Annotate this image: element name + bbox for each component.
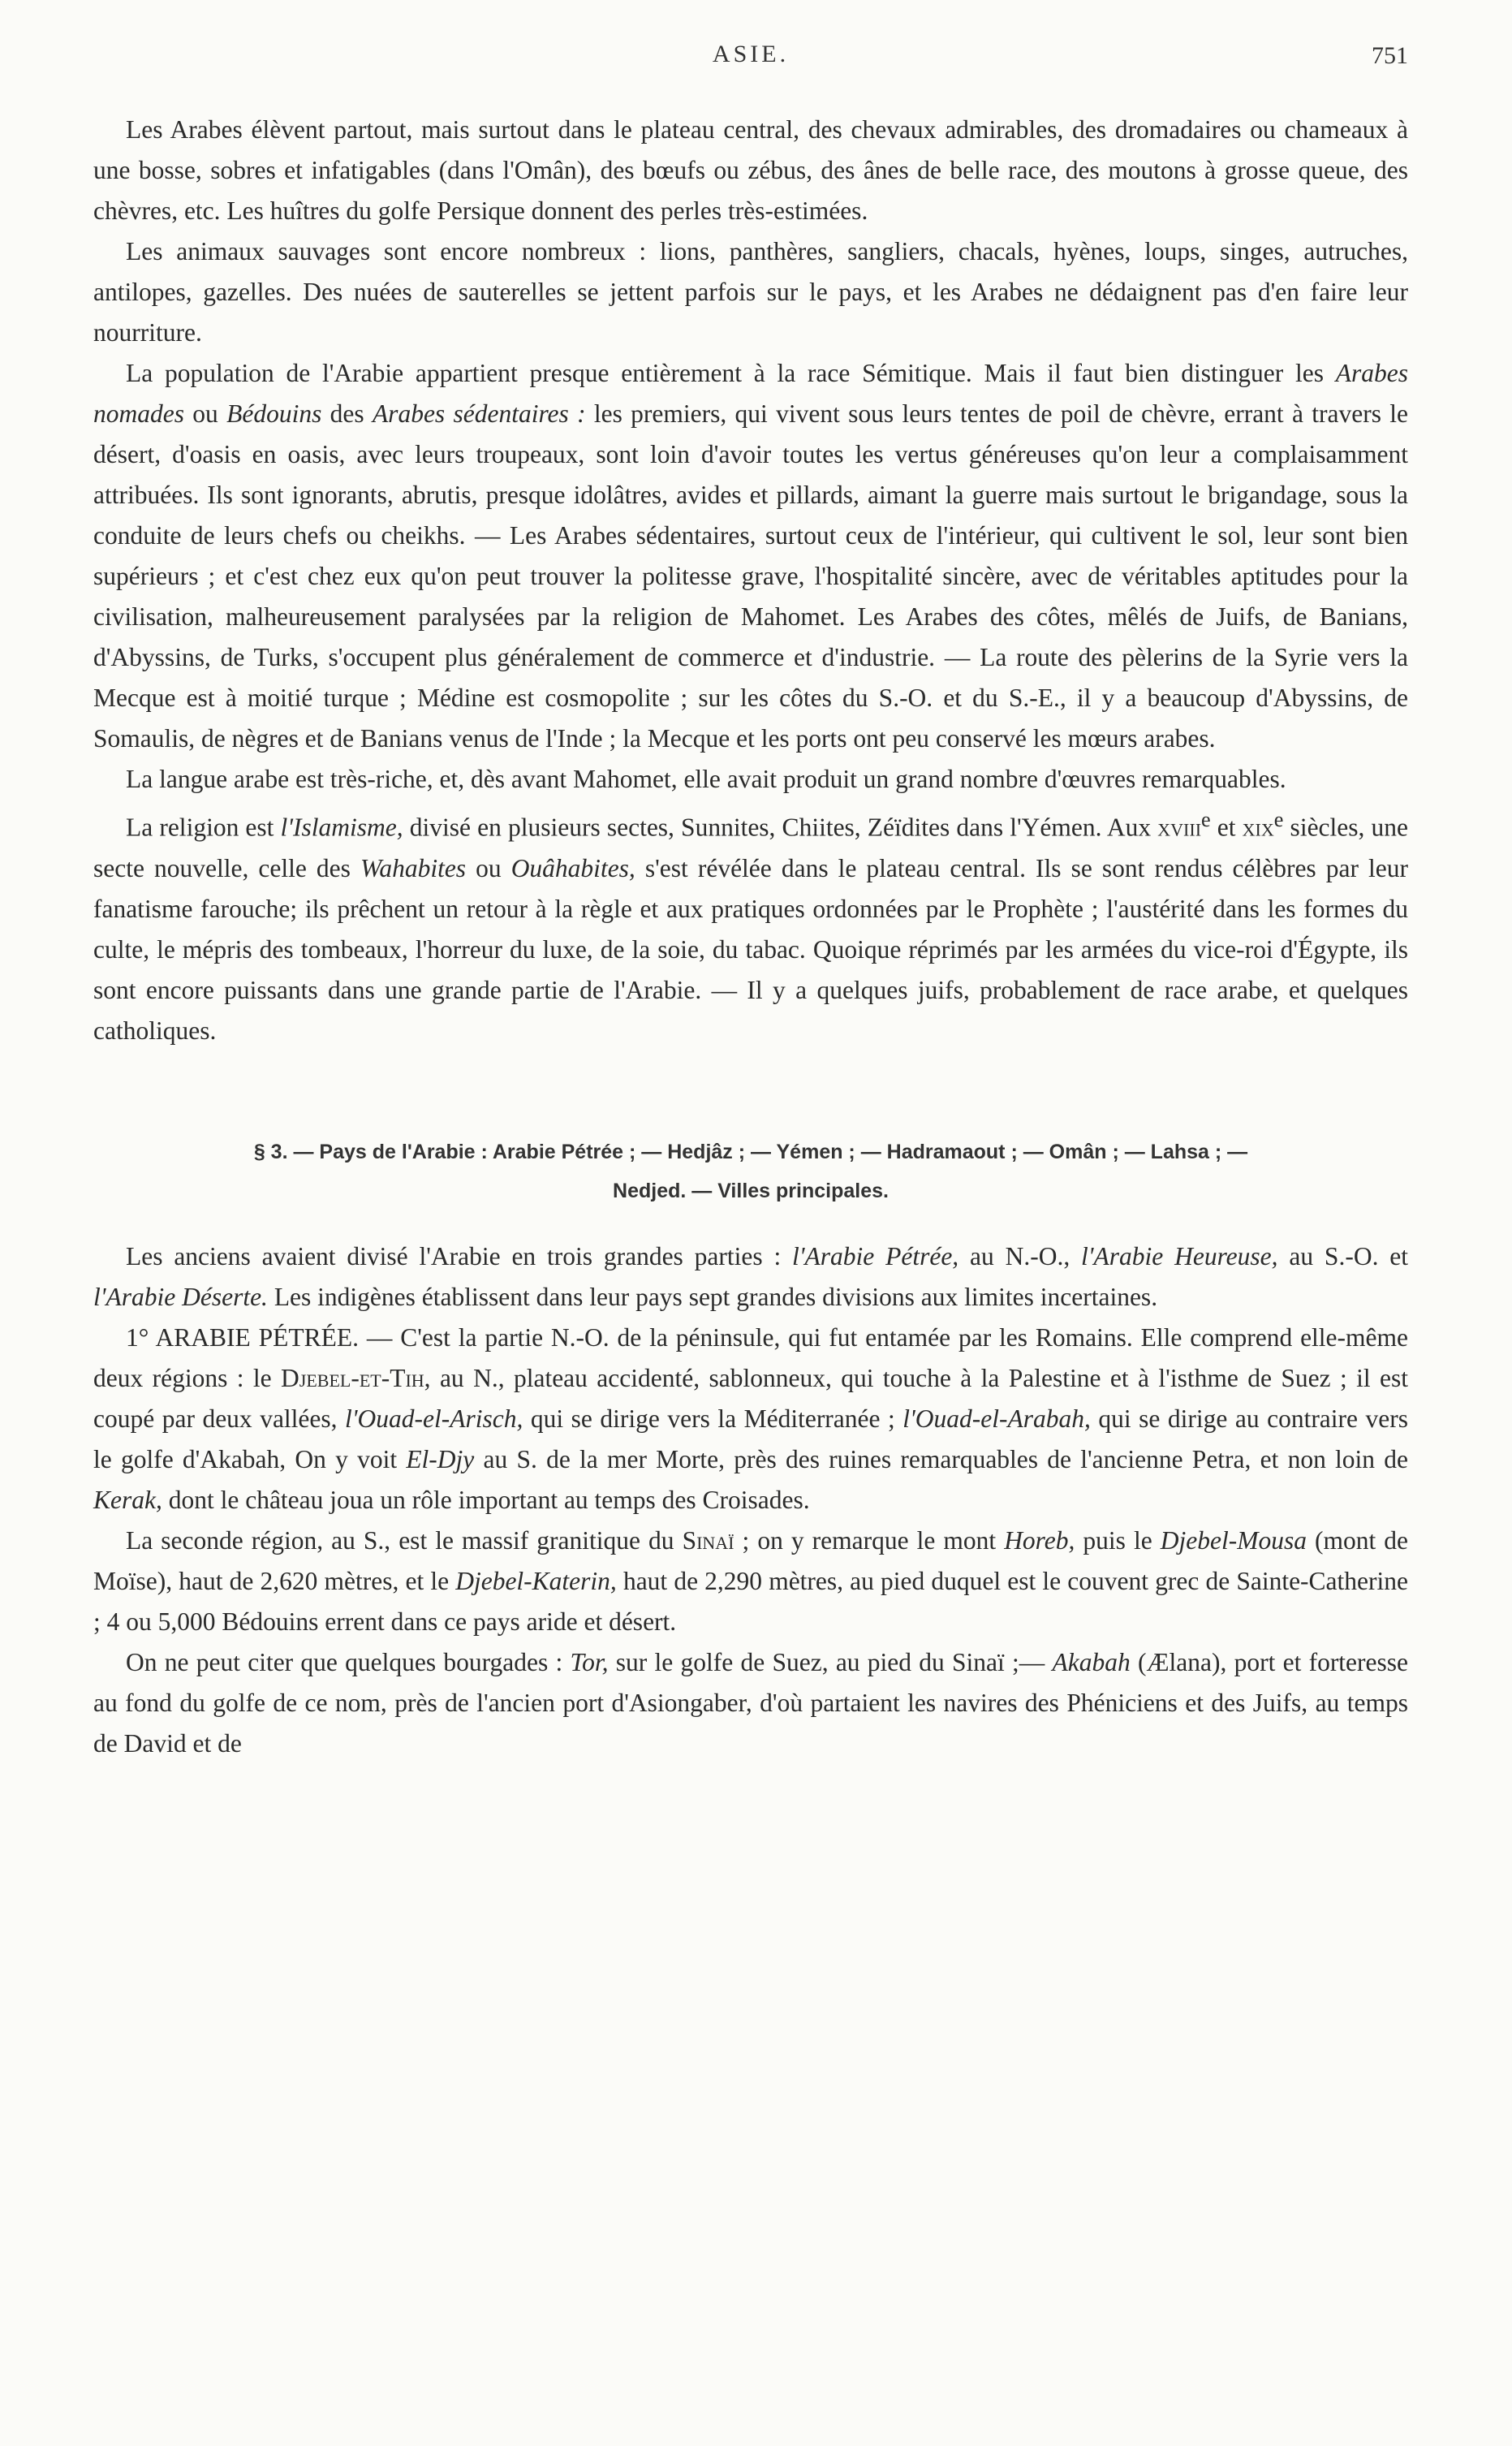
paragraph-language: La langue arabe est très-riche, et, dès avant Mahomet, elle avait produit un grand nombre d'œuvres remarquables. bbox=[126, 765, 1286, 793]
section-heading-line-2: Nedjed. — Villes principales. bbox=[613, 1179, 889, 1202]
paragraph-population: La population de l'Arabie appartient presque entièrement à la race Sémitique. Mais il faut bien distinguer les Arabes nomades ou Bédouins des Arabes sédentaires : les premiers, qui vivent sous leurs tentes de poil de chèvre, errant à travers le désert, d'oasis en oasis, avec leurs troupeaux, sont loin d'avoir toutes les vertus généreuses qu'on leur a complaisamment attribuées. Ils sont ignorants, abrutis, presque idolâtres, avides et pillards, aimant la guerre mais surtout le brigandage, sous la conduite de leurs chefs ou cheikhs. — Les Arabes sédentaires, surtout ceux de l'intérieur, qui cultivent le sol, leur sont bien supérieurs ; et c'est chez eux qu'on peut trouver la politesse grave, l'hospitalité sincère, avec de véritables aptitudes pour la civilisation, malheureusement paralysées par la religion de Mahomet. Les Arabes des côtes, mêlés de Juifs, de Banians, d'Abyssins, de Turks, s'occupent plus généralement de commerce et d'industrie. — La route des pèlerins de la Syrie vers la Mecque est à moitié turque ; Médine est cosmopolite ; sur les côtes du S.-O. et du S.-E., il y a beaucoup d'Abyssins, de Somaulis, de nègres et de Banians venus de l'Inde ; la Mecque et les ports ont peu conservé les mœurs arabes. bbox=[93, 359, 1408, 753]
paragraph-religion: La religion est l'Islamisme, divisé en plusieurs sectes, Sunnites, Chiites, Zéïdites dans l'Yémen. Aux xviii$^e$ et xix$^e$ siècles, une secte nouvelle, celle des Wahabites ou Ouâhabites, s'est révélée dans le plateau central. Ils se sont rendus célèbres par leur fanatisme farouche; ils prêchent un retour à la règle et aux pratiques ordonnées par le Prophète ; l'austérité dans les formes du culte, le mépris des tombeaux, l'horreur du luxe, de la soie, du tabac. Quoique réprimés par les armées du vice-roi d'Égypte, ils sont encore puissants dans une grande partie de l'Arabie. — Il y a quelques juifs, probablement de race arabe, et quelques catholiques. bbox=[93, 808, 1409, 1045]
page-header bbox=[93, 41, 1408, 89]
body-text bbox=[93, 110, 1408, 1764]
section-heading-line-1: § 3. — Pays de l'Arabie : Arabie Pétrée ; — Hedjâz ; — Yémen ; — Hadramaout ; — Omân ; — Lahsa ; — bbox=[253, 1140, 1248, 1163]
paragraph-sinai: La seconde région, au S., est le massif granitique du Sinaï ; on y remarque le mont Horeb, puis le Djebel-Mousa (mont de Moïse), haut de 2,620 mètres, et le Djebel-Katerin, haut de 2,290 mètres, au pied duquel est le couvent grec de Sainte-Catherine ; 4 ou 5,000 Bédouins errent dans ce pays aride et désert. bbox=[93, 1525, 1408, 1636]
paragraph-animals-wild: Les animaux sauvages sont encore nombreux : lions, panthères, sangliers, chacals, hyènes, loups, singes, autruches, antilopes, gazelles. Des nuées de sauterelles se jettent parfois sur le pays, et les Arabes ne dédaignent pas d'en faire leur nourriture. bbox=[93, 237, 1408, 347]
running-title: ASIE. bbox=[712, 41, 790, 67]
paragraph-divisions: Les anciens avaient divisé l'Arabie en trois grandes parties : l'Arabie Pétrée, au N.-O., l'Arabie Heureuse, au S.-O. et l'Arabie Déserte. Les indigènes établissent dans leur pays sept grandes divisions aux limites incertaines. bbox=[93, 1241, 1409, 1311]
page-number: 751 bbox=[1372, 42, 1408, 69]
paragraph-animals-domestic: Les Arabes élèvent partout, mais surtout dans le plateau central, des chevaux admirables, des dromadaires ou chameaux à une bosse, sobres et infatigables (dans l'Omân), des bœufs ou zébus, des ânes de belle race, des moutons à grosse queue, des chèvres, etc. Les huîtres du golfe Persique donnent des perles très-estimées. bbox=[93, 115, 1408, 225]
paragraph-arabie-petree: 1° ARABIE PÉTRÉE. — C'est la partie N.-O. de la péninsule, qui fut entamée par les Romains. Elle comprend elle-même deux régions : le Djebel-et-Tih, au N., plateau accidenté, sablonneux, qui touche à la Palestine et à l'isthme de Suez ; il est coupé par deux vallées, l'Ouad-el-Arisch, qui se dirige vers la Méditerranée ; l'Ouad-el-Arabah, qui se dirige au contraire vers le golfe d'Akabah, On y voit El-Djy au S. de la mer Morte, près des ruines remarquables de l'ancienne Petra, et non loin de Kerak, dont le château joua un rôle important au temps des Croisades. bbox=[93, 1322, 1409, 1514]
paragraph-bourgades: On ne peut citer que quelques bourgades : Tor, sur le golfe de Suez, au pied du Sinaï ;— Akabah (Ælana), port et forteresse au fond du golfe de ce nom, près de l'ancien port d'Asiongaber, d'où partaient les navires des Phéniciens et des Juifs, au temps de David et de bbox=[93, 1647, 1409, 1758]
section-heading bbox=[93, 1132, 1408, 1210]
